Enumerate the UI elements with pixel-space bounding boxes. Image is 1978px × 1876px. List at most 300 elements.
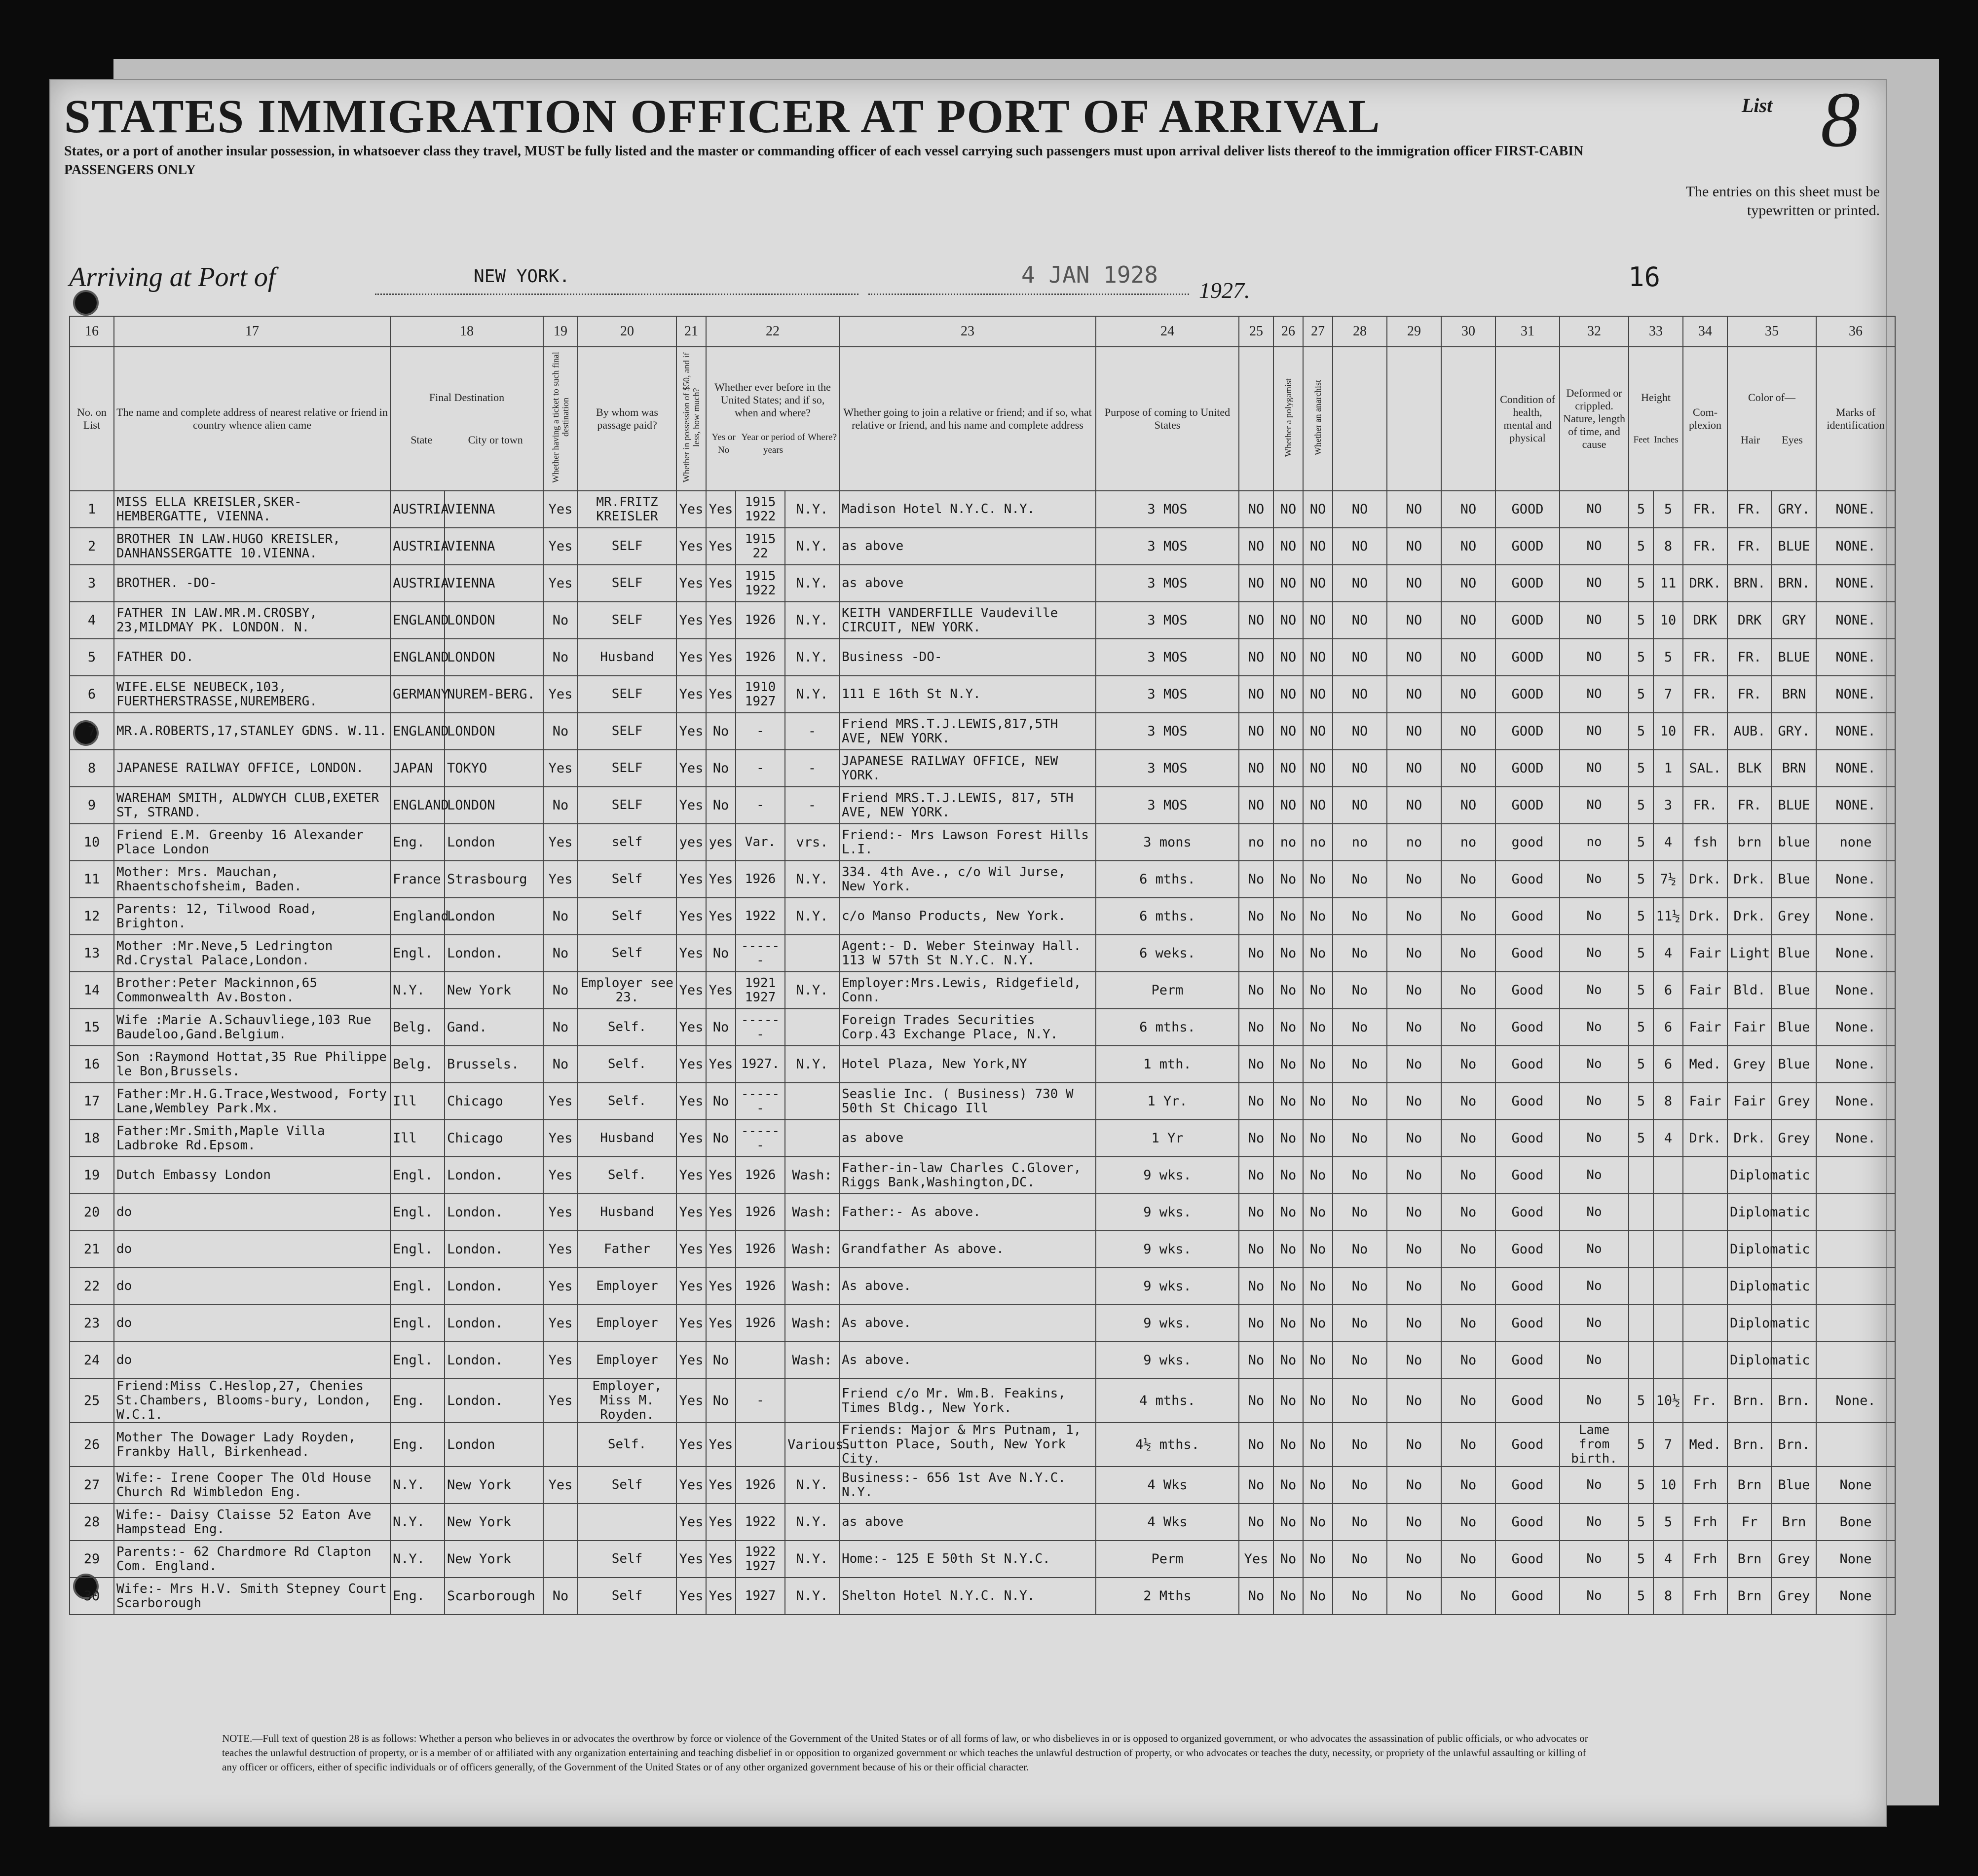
cell-health: Good — [1495, 1578, 1560, 1615]
cell-c27: NO — [1303, 787, 1333, 824]
cell-no: 23 — [70, 1305, 114, 1342]
cell-inches: 4 — [1653, 1541, 1683, 1578]
cell-marks — [1816, 1194, 1895, 1231]
cell-marks: Bone — [1816, 1504, 1895, 1541]
cell-length: 1 mth. — [1096, 1046, 1239, 1083]
cell-join: Business -DO- — [839, 639, 1096, 676]
cell-hair: Diplomatic — [1727, 1194, 1772, 1231]
cell-complexion: Fair — [1683, 935, 1727, 972]
cell-length: 9 wks. — [1096, 1305, 1239, 1342]
cell-c30: No — [1441, 1467, 1495, 1504]
cell-marks: None — [1816, 1541, 1895, 1578]
cell-deformed: No — [1560, 1083, 1629, 1120]
cell-state: ENGLAND — [390, 787, 445, 824]
cell-c30: NO — [1441, 713, 1495, 750]
cell-complexion: FR. — [1683, 528, 1727, 565]
cell-c25: No — [1239, 1231, 1273, 1268]
cell-c30: No — [1441, 1231, 1495, 1268]
cell-before: Yes — [706, 639, 736, 676]
column-number-row — [70, 316, 1895, 347]
cell-length: 3 MOS — [1096, 565, 1239, 602]
cell-feet: 5 — [1629, 1423, 1653, 1467]
cell-complexion: Fr. — [1683, 1379, 1727, 1423]
cell-money: Yes — [676, 1120, 706, 1157]
cell-before: Yes — [706, 1578, 736, 1615]
cell-state: N.Y. — [390, 972, 445, 1009]
header-hair: Hair — [1741, 434, 1760, 446]
cell-before: No — [706, 787, 736, 824]
cell-marks: None — [1816, 1467, 1895, 1504]
cell-where — [785, 1379, 839, 1423]
cell-complexion: Drk. — [1683, 898, 1727, 935]
cell-c29: No — [1387, 1578, 1441, 1615]
cell-length: 9 wks. — [1096, 1268, 1239, 1305]
cell-c25: No — [1239, 1504, 1273, 1541]
cell-marks: None. — [1816, 1046, 1895, 1083]
header-col-25 — [1239, 347, 1273, 491]
table-row — [70, 787, 1895, 824]
cell-relative: Father:Mr.Smith,Maple Villa Ladbroke Rd.Epsom. — [114, 1120, 390, 1157]
cell-c30: NO — [1441, 787, 1495, 824]
cell-deformed: No — [1560, 1194, 1629, 1231]
header-inches: Inches — [1654, 435, 1679, 445]
column-number: 27 — [1303, 316, 1333, 347]
column-number: 31 — [1495, 316, 1560, 347]
cell-health: GOOD — [1495, 491, 1560, 528]
cell-state: Engl. — [390, 1268, 445, 1305]
cell-relative: do — [114, 1268, 390, 1305]
cell-c25: No — [1239, 1423, 1273, 1467]
cell-relative: Mother The Dowager Lady Royden, Frankby Hall, Birkenhead. — [114, 1423, 390, 1467]
cell-hair: brn — [1727, 824, 1772, 861]
cell-c25: NO — [1239, 676, 1273, 713]
cell-c25: Yes — [1239, 1541, 1273, 1578]
cell-city: Chicago — [445, 1083, 543, 1120]
cell-join: Grandfather As above. — [839, 1231, 1096, 1268]
cell-relative: WIFE.ELSE NEUBECK,103, FUERTHERSTRASSE,NUREMBERG. — [114, 676, 390, 713]
cell-length: 6 mths. — [1096, 861, 1239, 898]
cell-c25: No — [1239, 1305, 1273, 1342]
cell-inches: 10 — [1653, 713, 1683, 750]
cell-c27: No — [1303, 1467, 1333, 1504]
header-no: No. on List — [70, 347, 114, 491]
cell-join: Home:- 125 E 50th St N.Y.C. — [839, 1541, 1096, 1578]
cell-before: Yes — [706, 1541, 736, 1578]
cell-length: 6 mths. — [1096, 1009, 1239, 1046]
cell-city: LONDON — [445, 639, 543, 676]
cell-paid: SELF — [578, 713, 676, 750]
cell-no: 10 — [70, 824, 114, 861]
cell-deformed: No — [1560, 1157, 1629, 1194]
cell-c27: No — [1303, 1541, 1333, 1578]
header-joining: Whether going to join a relative or friend; and if so, what relative or friend, and his name and complete address — [839, 347, 1096, 491]
column-number: 16 — [70, 316, 114, 347]
cell-state: GERMANY — [390, 676, 445, 713]
cell-c29: NO — [1387, 750, 1441, 787]
cell-eyes: Blue — [1772, 935, 1816, 972]
cell-complexion: Fair — [1683, 1083, 1727, 1120]
cell-no: 26 — [70, 1423, 114, 1467]
cell-hair: BRN. — [1727, 565, 1772, 602]
column-number: 24 — [1096, 316, 1239, 347]
cell-before: Yes — [706, 972, 736, 1009]
cell-join: as above — [839, 1504, 1096, 1541]
cell-paid: SELF — [578, 787, 676, 824]
cell-join: JAPANESE RAILWAY OFFICE, NEW YORK. — [839, 750, 1096, 787]
cell-feet: 5 — [1629, 491, 1653, 528]
cell-ticket: No — [543, 602, 578, 639]
cell-c26: No — [1273, 1046, 1303, 1083]
cell-state: Belg. — [390, 1009, 445, 1046]
cell-city: London. — [445, 1194, 543, 1231]
footnote: NOTE.—Full text of question 28 is as follows: Whether a person who believes in or advocates the overthrow by force or violence of the Government of the United States or of all forms of law, or who disbelieves in or is opposed to organized government, or who advocates the assassination of public officials, or who advocates or teaches the unlawful destruction of property, or is a member of or affiliated with any organization entertaining and teaching disbelief in or opposition to organized government or which teaches the unlawful destruction of property, or who advocates or teaches the duty, necessity, or propriety of the unlawful assaulting or killing of any officer or officers, either of specific individuals or of officers generally, of the Government of the United States or of any other organized government because of his or their official character. — [222, 1732, 1588, 1773]
cell-no: 8 — [70, 750, 114, 787]
cell-inches: 10 — [1653, 1467, 1683, 1504]
table-row — [70, 824, 1895, 861]
cell-length: 3 MOS — [1096, 750, 1239, 787]
header-state: State — [411, 434, 433, 446]
cell-relative: Dutch Embassy London — [114, 1157, 390, 1194]
cell-marks — [1816, 1423, 1895, 1467]
cell-complexion: FR. — [1683, 713, 1727, 750]
cell-city: New York — [445, 1504, 543, 1541]
cell-c27: NO — [1303, 491, 1333, 528]
cell-c25: No — [1239, 1194, 1273, 1231]
cell-complexion — [1683, 1157, 1727, 1194]
cell-c27: NO — [1303, 713, 1333, 750]
cell-where: N.Y. — [785, 861, 839, 898]
cell-c25: No — [1239, 1467, 1273, 1504]
cell-join: Business:- 656 1st Ave N.Y.C. N.Y. — [839, 1467, 1096, 1504]
cell-health: Good — [1495, 1504, 1560, 1541]
cell-money: Yes — [676, 639, 706, 676]
cell-ticket — [543, 1541, 578, 1578]
cell-paid: Self. — [578, 1009, 676, 1046]
table-row — [70, 1423, 1895, 1467]
cell-c28: No — [1333, 1342, 1387, 1379]
cell-paid: SELF — [578, 565, 676, 602]
cell-c26: No — [1273, 1423, 1303, 1467]
cell-eyes: Blue — [1772, 1467, 1816, 1504]
cell-paid: Self — [578, 898, 676, 935]
cell-c27: NO — [1303, 676, 1333, 713]
cell-no: 17 — [70, 1083, 114, 1120]
cell-c26: No — [1273, 935, 1303, 972]
cell-c26: No — [1273, 1305, 1303, 1342]
cell-c27: No — [1303, 1157, 1333, 1194]
cell-health: Good — [1495, 1157, 1560, 1194]
cell-money: Yes — [676, 713, 706, 750]
cell-state: Eng. — [390, 1379, 445, 1423]
cell-period: 1915 1922 — [736, 491, 785, 528]
cell-complexion: Frh — [1683, 1504, 1727, 1541]
cell-relative: Mother: Mrs. Mauchan, Rhaentschofsheim, Baden. — [114, 861, 390, 898]
cell-c27: NO — [1303, 602, 1333, 639]
cell-ticket — [543, 1504, 578, 1541]
cell-before: No — [706, 935, 736, 972]
cell-before: Yes — [706, 1231, 736, 1268]
cell-where — [785, 1009, 839, 1046]
cell-where: N.Y. — [785, 528, 839, 565]
cell-no: 14 — [70, 972, 114, 1009]
cell-inches: 11½ — [1653, 898, 1683, 935]
column-number: 21 — [676, 316, 706, 347]
cell-c29: No — [1387, 1120, 1441, 1157]
cell-health: Good — [1495, 861, 1560, 898]
cell-c25: No — [1239, 1157, 1273, 1194]
cell-feet: 5 — [1629, 676, 1653, 713]
cell-hair: Light — [1727, 935, 1772, 972]
cell-c28: NO — [1333, 676, 1387, 713]
cell-c29: NO — [1387, 565, 1441, 602]
cell-no: 5 — [70, 639, 114, 676]
cell-no: 29 — [70, 1541, 114, 1578]
column-number: 20 — [578, 316, 676, 347]
cell-c27: No — [1303, 1423, 1333, 1467]
column-header-row — [70, 347, 1895, 491]
cell-no: 2 — [70, 528, 114, 565]
cell-c30: no — [1441, 824, 1495, 861]
cell-c25: No — [1239, 861, 1273, 898]
cell-relative: Wife:- Daisy Claisse 52 Eaton Ave Hampstead Eng. — [114, 1504, 390, 1541]
cell-hair: FR. — [1727, 639, 1772, 676]
cell-deformed: Lame from birth. — [1560, 1423, 1629, 1467]
cell-join: As above. — [839, 1342, 1096, 1379]
page-number: 16 — [1628, 261, 1661, 293]
cell-health: Good — [1495, 1541, 1560, 1578]
cell-paid: Husband — [578, 639, 676, 676]
cell-period: 1922 — [736, 898, 785, 935]
cell-eyes: GRY — [1772, 602, 1816, 639]
cell-ticket: Yes — [543, 528, 578, 565]
cell-paid: Employer see 23. — [578, 972, 676, 1009]
cell-state: Eng. — [390, 1423, 445, 1467]
cell-before: Yes — [706, 1194, 736, 1231]
cell-ticket: Yes — [543, 750, 578, 787]
cell-health: Good — [1495, 1194, 1560, 1231]
cell-paid: Employer, Miss M. Royden. — [578, 1379, 676, 1423]
cell-hair: Fr — [1727, 1504, 1772, 1541]
cell-health: GOOD — [1495, 639, 1560, 676]
cell-no: 27 — [70, 1467, 114, 1504]
cell-c28: No — [1333, 861, 1387, 898]
cell-period: 1926 — [736, 602, 785, 639]
cell-before: Yes — [706, 491, 736, 528]
cell-no: 18 — [70, 1120, 114, 1157]
cell-city: London — [445, 1423, 543, 1467]
cell-before: Yes — [706, 1423, 736, 1467]
cell-c25: No — [1239, 1379, 1273, 1423]
cell-no: 30 — [70, 1578, 114, 1615]
cell-money: Yes — [676, 1578, 706, 1615]
cell-relative: do — [114, 1194, 390, 1231]
cell-c25: No — [1239, 1578, 1273, 1615]
cell-inches: 7 — [1653, 1423, 1683, 1467]
cell-c25: No — [1239, 1046, 1273, 1083]
table-row — [70, 1083, 1895, 1120]
cell-deformed: NO — [1560, 676, 1629, 713]
cell-c30: No — [1441, 861, 1495, 898]
cell-length: 1 Yr — [1096, 1120, 1239, 1157]
cell-where: N.Y. — [785, 1504, 839, 1541]
cell-before: Yes — [706, 1268, 736, 1305]
cell-city: New York — [445, 1467, 543, 1504]
cell-c28: No — [1333, 1157, 1387, 1194]
cell-no: 19 — [70, 1157, 114, 1194]
cell-c25: No — [1239, 935, 1273, 972]
cell-relative: Wife :Marie A.Schauvliege,103 Rue Baudeloo,Gand.Belgium. — [114, 1009, 390, 1046]
cell-health: Good — [1495, 1083, 1560, 1120]
cell-deformed: No — [1560, 1305, 1629, 1342]
cell-relative: FATHER DO. — [114, 639, 390, 676]
cell-health: Good — [1495, 1305, 1560, 1342]
cell-c28: NO — [1333, 639, 1387, 676]
cell-hair: Diplomatic — [1727, 1231, 1772, 1268]
cell-feet: 5 — [1629, 1120, 1653, 1157]
cell-marks: NONE. — [1816, 491, 1895, 528]
header-paid-by: By whom was passage paid? — [578, 347, 676, 491]
cell-c30: NO — [1441, 565, 1495, 602]
cell-c25: no — [1239, 824, 1273, 861]
cell-before: No — [706, 750, 736, 787]
cell-city: VIENNA — [445, 565, 543, 602]
cell-no: 4 — [70, 602, 114, 639]
cell-before: Yes — [706, 676, 736, 713]
header-before-period: Year or period of years — [741, 432, 805, 455]
port-of-arrival: NEW YORK. — [474, 266, 570, 287]
cell-city: VIENNA — [445, 491, 543, 528]
cell-city: London — [445, 898, 543, 935]
header-color — [1727, 347, 1816, 491]
cell-feet: 5 — [1629, 1083, 1653, 1120]
cell-c30: No — [1441, 1194, 1495, 1231]
cell-join: as above — [839, 1120, 1096, 1157]
cell-feet: 5 — [1629, 972, 1653, 1009]
cell-feet: 5 — [1629, 602, 1653, 639]
table-row — [70, 676, 1895, 713]
cell-hair: FR. — [1727, 491, 1772, 528]
cell-c26: NO — [1273, 602, 1303, 639]
header-eyes: Eyes — [1782, 434, 1803, 446]
cell-ticket: Yes — [543, 1305, 578, 1342]
cell-eyes: BRN. — [1772, 565, 1816, 602]
cell-hair: Drk. — [1727, 861, 1772, 898]
cell-deformed: No — [1560, 1231, 1629, 1268]
cell-c28: NO — [1333, 787, 1387, 824]
cell-complexion — [1683, 1342, 1727, 1379]
cell-paid: Self. — [578, 1046, 676, 1083]
cell-feet: 5 — [1629, 824, 1653, 861]
cell-length: 4 Wks — [1096, 1504, 1239, 1541]
cell-c25: No — [1239, 1120, 1273, 1157]
cell-deformed: No — [1560, 1268, 1629, 1305]
cell-length: 3 MOS — [1096, 491, 1239, 528]
cell-hair: FR. — [1727, 787, 1772, 824]
cell-paid: Self — [578, 935, 676, 972]
cell-hair: Diplomatic — [1727, 1342, 1772, 1379]
cell-c29: No — [1387, 1423, 1441, 1467]
cell-feet — [1629, 1157, 1653, 1194]
cell-paid: Self — [578, 861, 676, 898]
cell-where: N.Y. — [785, 491, 839, 528]
port-line — [375, 294, 858, 295]
cell-complexion: FR. — [1683, 676, 1727, 713]
cell-ticket: Yes — [543, 676, 578, 713]
cell-health: Good — [1495, 1046, 1560, 1083]
column-number: 26 — [1273, 316, 1303, 347]
table-row — [70, 1379, 1895, 1423]
cell-hair: Diplomatic — [1727, 1305, 1772, 1342]
cell-inches — [1653, 1231, 1683, 1268]
cell-ticket: Yes — [543, 1268, 578, 1305]
cell-c27: No — [1303, 861, 1333, 898]
cell-inches: 8 — [1653, 1578, 1683, 1615]
cell-length: Perm — [1096, 972, 1239, 1009]
cell-c26: NO — [1273, 565, 1303, 602]
cell-ticket: Yes — [543, 1231, 578, 1268]
cell-deformed: No — [1560, 861, 1629, 898]
cell-state: England. — [390, 898, 445, 935]
cell-marks: none — [1816, 824, 1895, 861]
cell-marks: None. — [1816, 1120, 1895, 1157]
cell-eyes: Grey — [1772, 898, 1816, 935]
cell-period: 1926 — [736, 861, 785, 898]
cell-inches: 4 — [1653, 824, 1683, 861]
cell-before: Yes — [706, 1046, 736, 1083]
cell-state: N.Y. — [390, 1541, 445, 1578]
cell-c30: No — [1441, 1083, 1495, 1120]
cell-ticket: No — [543, 1578, 578, 1615]
cell-state: AUSTRIA — [390, 565, 445, 602]
cell-deformed: No — [1560, 1541, 1629, 1578]
cell-c28: NO — [1333, 713, 1387, 750]
cell-state: ENGLAND — [390, 713, 445, 750]
cell-c25: NO — [1239, 750, 1273, 787]
cell-eyes: Grey — [1772, 1083, 1816, 1120]
cell-no: 16 — [70, 1046, 114, 1083]
cell-ticket: No — [543, 1009, 578, 1046]
cell-hair: Brn. — [1727, 1379, 1772, 1423]
cell-no: 1 — [70, 491, 114, 528]
cell-where — [785, 1120, 839, 1157]
cell-city: Strasbourg — [445, 861, 543, 898]
arrival-stamp: 4 JAN 1928 — [1021, 261, 1158, 288]
cell-complexion: FR. — [1683, 787, 1727, 824]
cell-before: No — [706, 1083, 736, 1120]
cell-period: 1926 — [736, 1467, 785, 1504]
cell-complexion: Frh — [1683, 1467, 1727, 1504]
cell-c29: No — [1387, 1157, 1441, 1194]
cell-c28: NO — [1333, 491, 1387, 528]
cell-no: 15 — [70, 1009, 114, 1046]
cell-length: Perm — [1096, 1541, 1239, 1578]
cell-length: 4½ mths. — [1096, 1423, 1239, 1467]
cell-length: 9 wks. — [1096, 1342, 1239, 1379]
header-before-where: Where? — [807, 432, 837, 442]
cell-ticket: Yes — [543, 565, 578, 602]
cell-eyes: Brn — [1772, 1504, 1816, 1541]
cell-c26: No — [1273, 972, 1303, 1009]
cell-marks: NONE. — [1816, 787, 1895, 824]
cell-length: 3 MOS — [1096, 528, 1239, 565]
cell-relative: Son :Raymond Hottat,35 Rue Philippe le Bon,Brussels. — [114, 1046, 390, 1083]
cell-complexion: FR. — [1683, 639, 1727, 676]
cell-c25: NO — [1239, 491, 1273, 528]
cell-c27: no — [1303, 824, 1333, 861]
cell-before: No — [706, 713, 736, 750]
cell-feet — [1629, 1268, 1653, 1305]
cell-state: Eng. — [390, 824, 445, 861]
